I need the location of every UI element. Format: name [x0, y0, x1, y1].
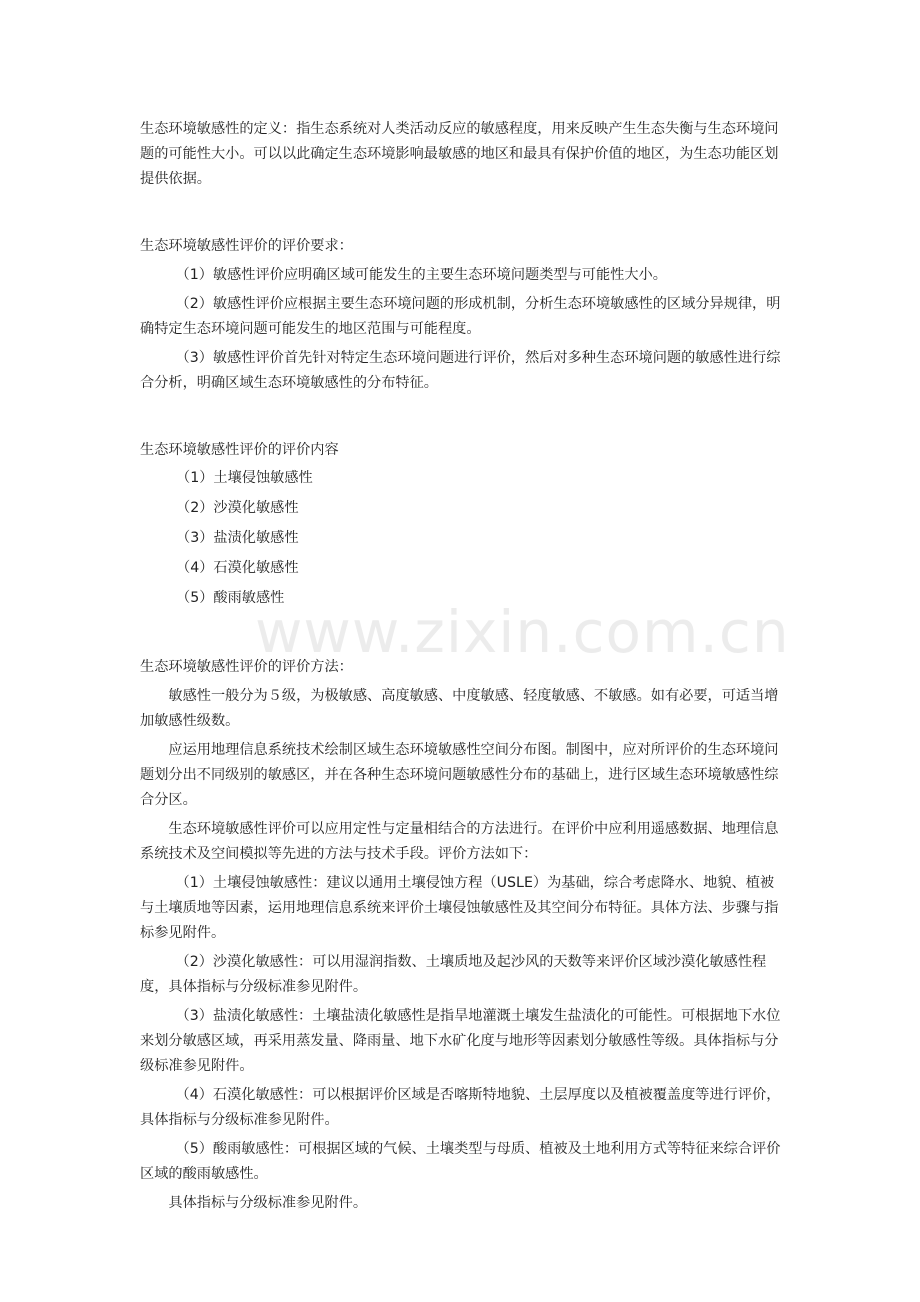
content-heading: 生态环境敏感性评价的评价内容 — [140, 442, 339, 458]
requirements-heading: 生态环境敏感性评价的评价要求： — [140, 238, 353, 254]
methods-item: （5）酸雨敏感性：可根据区域的气候、土壤类型与母质、植被及土地利用方式等特征来综合评价区域的酸雨敏感性。 — [140, 1141, 781, 1182]
requirements-item: （3）敏感性评价首先针对特定生态环境问题进行评价，然后对多种生态环境问题的敏感性进行综合分析，明确区域生态环境敏感性的分布特征。 — [140, 350, 781, 391]
methods-heading: 生态环境敏感性评价的评价方法： — [140, 659, 353, 675]
methods-item: （2）沙漠化敏感性：可以用湿润指数、土壤质地及起沙风的天数等来评价区域沙漠化敏感性程度，具体指标与分级标准参见附件。 — [140, 954, 767, 995]
content-item: （3）盐渍化敏感性 — [176, 530, 299, 546]
content-item: （1）土壤侵蚀敏感性 — [176, 470, 313, 486]
content-item: （4）石漠化敏感性 — [176, 560, 299, 576]
content-item: （5）酸雨敏感性 — [176, 590, 285, 606]
methods-closing: 具体指标与分级标准参见附件。 — [168, 1195, 368, 1211]
watermark: www.zixin.com.cn — [255, 598, 790, 666]
content-item: （2）沙漠化敏感性 — [176, 500, 299, 516]
definition-paragraph: 生态环境敏感性的定义：指生态系统对人类活动反应的敏感程度，用来反映产生生态失衡与生态环境问题的可能性大小。可以以此确定生态环境影响最敏感的地区和最具有保护价值的地区，为生态功能区划提供依据。 — [140, 121, 779, 187]
methods-paragraph: 应运用地理信息系统技术绘制区域生态环境敏感性空间分布图。制图中，应对所评价的生态环境问题划分出不同级别的敏感区，并在各种生态环境问题敏感性分布的基础上，进行区域生态环境敏感性综合分区。 — [140, 742, 779, 808]
methods-paragraph: 生态环境敏感性评价可以应用定性与定量相结合的方法进行。在评价中应利用遥感数据、地理信息系统技术及空间模拟等先进的方法与技术手段。评价方法如下： — [140, 821, 779, 862]
methods-item: （1）土壤侵蚀敏感性：建议以通用土壤侵蚀方程（USLE）为基础，综合考虑降水、地貌、植被与土壤质地等因素，运用地理信息系统来评价土壤侵蚀敏感性及其空间分布特征。具体方法、步骤与指标参见附件。 — [140, 875, 779, 941]
requirements-item: （2）敏感性评价应根据主要生态环境问题的形成机制，分析生态环境敏感性的区域分异规律，明确特定生态环境问题可能发生的地区范围与可能程度。 — [140, 296, 781, 337]
methods-item: （4）石漠化敏感性：可以根据评价区域是否喀斯特地貌、土层厚度以及植被覆盖度等进行评价，具体指标与分级标准参见附件。 — [140, 1087, 781, 1128]
requirements-item: （1）敏感性评价应明确区域可能发生的主要生态环境问题类型与可能性大小。 — [175, 267, 667, 283]
document-body — [140, 117, 786, 1216]
methods-item: （3）盐渍化敏感性：土壤盐渍化敏感性是指旱地灌溉土壤发生盐渍化的可能性。可根据地下水位来划分敏感区域，再采用蒸发量、降雨量、地下水矿化度与地形等因素划分敏感性等级。具体指标与分级标准参见附件。 — [140, 1008, 781, 1074]
methods-paragraph: 敏感性一般分为５级，为极敏感、高度敏感、中度敏感、轻度敏感、不敏感。如有必要，可适当增加敏感性级数。 — [140, 688, 779, 729]
